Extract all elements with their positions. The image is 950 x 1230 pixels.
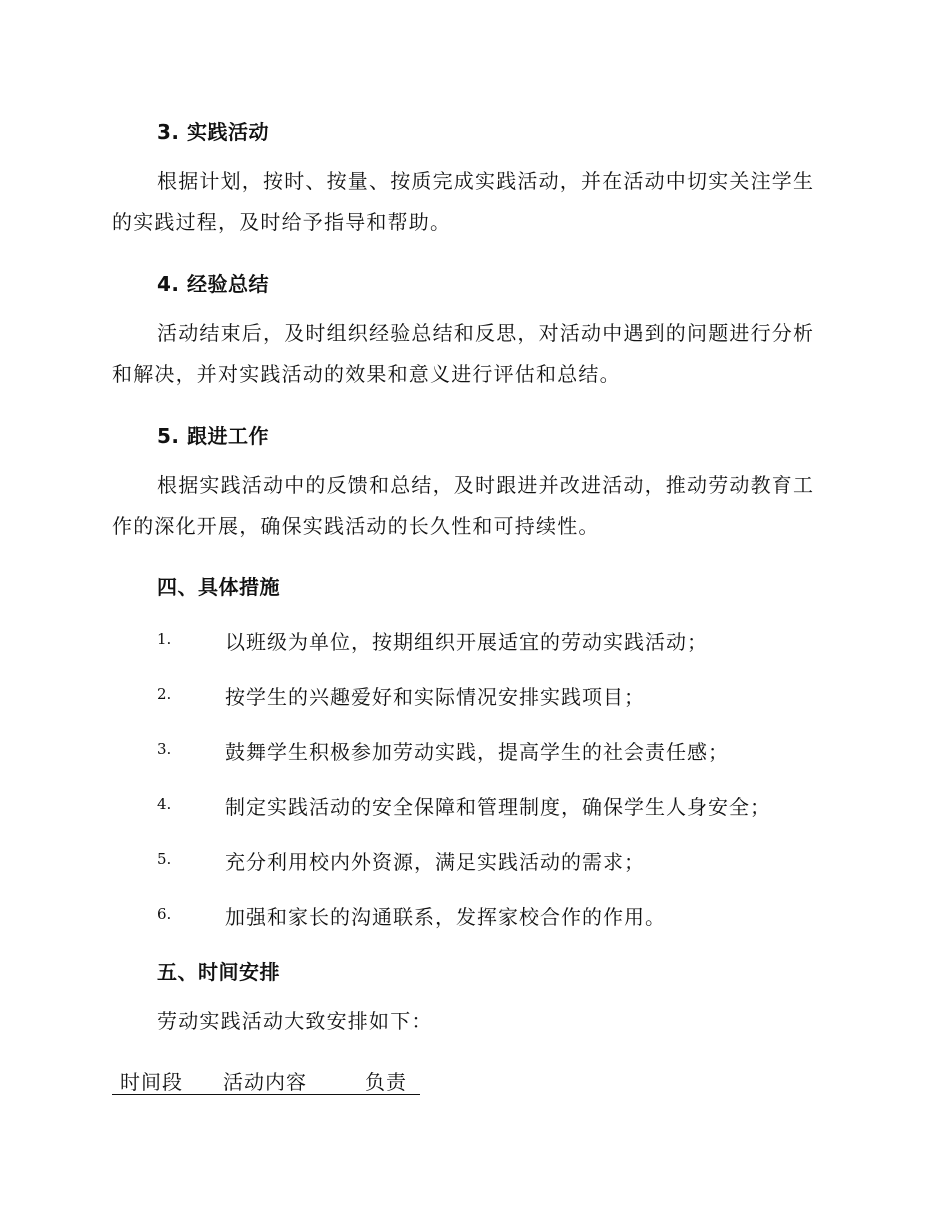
list-item-text: 制定实践活动的安全保障和管理制度，确保学生人身安全； bbox=[225, 795, 771, 819]
list-item-text: 按学生的兴趣爱好和实际情况安排实践项目； bbox=[225, 685, 645, 709]
list-item-text: 以班级为单位，按期组织开展适宜的劳动实践活动； bbox=[225, 630, 708, 654]
list-item-number: 2. bbox=[157, 685, 172, 703]
paragraph-followup: 根据实践活动中的反馈和总结，及时跟进并改进活动，推动劳动教育工作的深化开展，确保实践活动的长久性和可持续性。 bbox=[112, 473, 815, 538]
table-header-cell-content: 活动内容 bbox=[223, 1070, 307, 1094]
list-item-number: 3. bbox=[157, 740, 172, 758]
paragraph-practice: 根据计划，按时、按量、按质完成实践活动，并在活动中切实关注学生的实践过程，及时给予指导和帮助。 bbox=[112, 169, 815, 234]
table-header-cell-owner: 负责 bbox=[365, 1070, 407, 1094]
list-item-number: 4. bbox=[157, 795, 172, 813]
heading-followup: 5. 跟进工作 bbox=[157, 424, 269, 448]
table-header-cell-period: 时间段 bbox=[120, 1070, 183, 1094]
list-item-text: 鼓舞学生积极参加劳动实践，提高学生的社会责任感； bbox=[225, 740, 729, 764]
heading-measures: 四、具体措施 bbox=[157, 575, 280, 599]
heading-schedule: 五、时间安排 bbox=[157, 960, 280, 984]
list-item-text: 充分利用校内外资源，满足实践活动的需求； bbox=[225, 850, 645, 874]
list-item-number: 5. bbox=[157, 850, 172, 868]
list-item-text: 加强和家长的沟通联系，发挥家校合作的作用。 bbox=[225, 905, 666, 929]
schedule-table-header bbox=[112, 1066, 420, 1095]
paragraph-schedule-intro: 劳动实践活动大致安排如下： bbox=[157, 1009, 433, 1033]
heading-practice: 3. 实践活动 bbox=[157, 120, 269, 144]
heading-summary: 4. 经验总结 bbox=[157, 272, 269, 296]
paragraph-summary: 活动结束后，及时组织经验总结和反思，对活动中遇到的问题进行分析和解决，并对实践活动的效果和意义进行评估和总结。 bbox=[112, 321, 815, 386]
list-item-number: 6. bbox=[157, 905, 172, 923]
list-item-number: 1. bbox=[157, 630, 172, 648]
